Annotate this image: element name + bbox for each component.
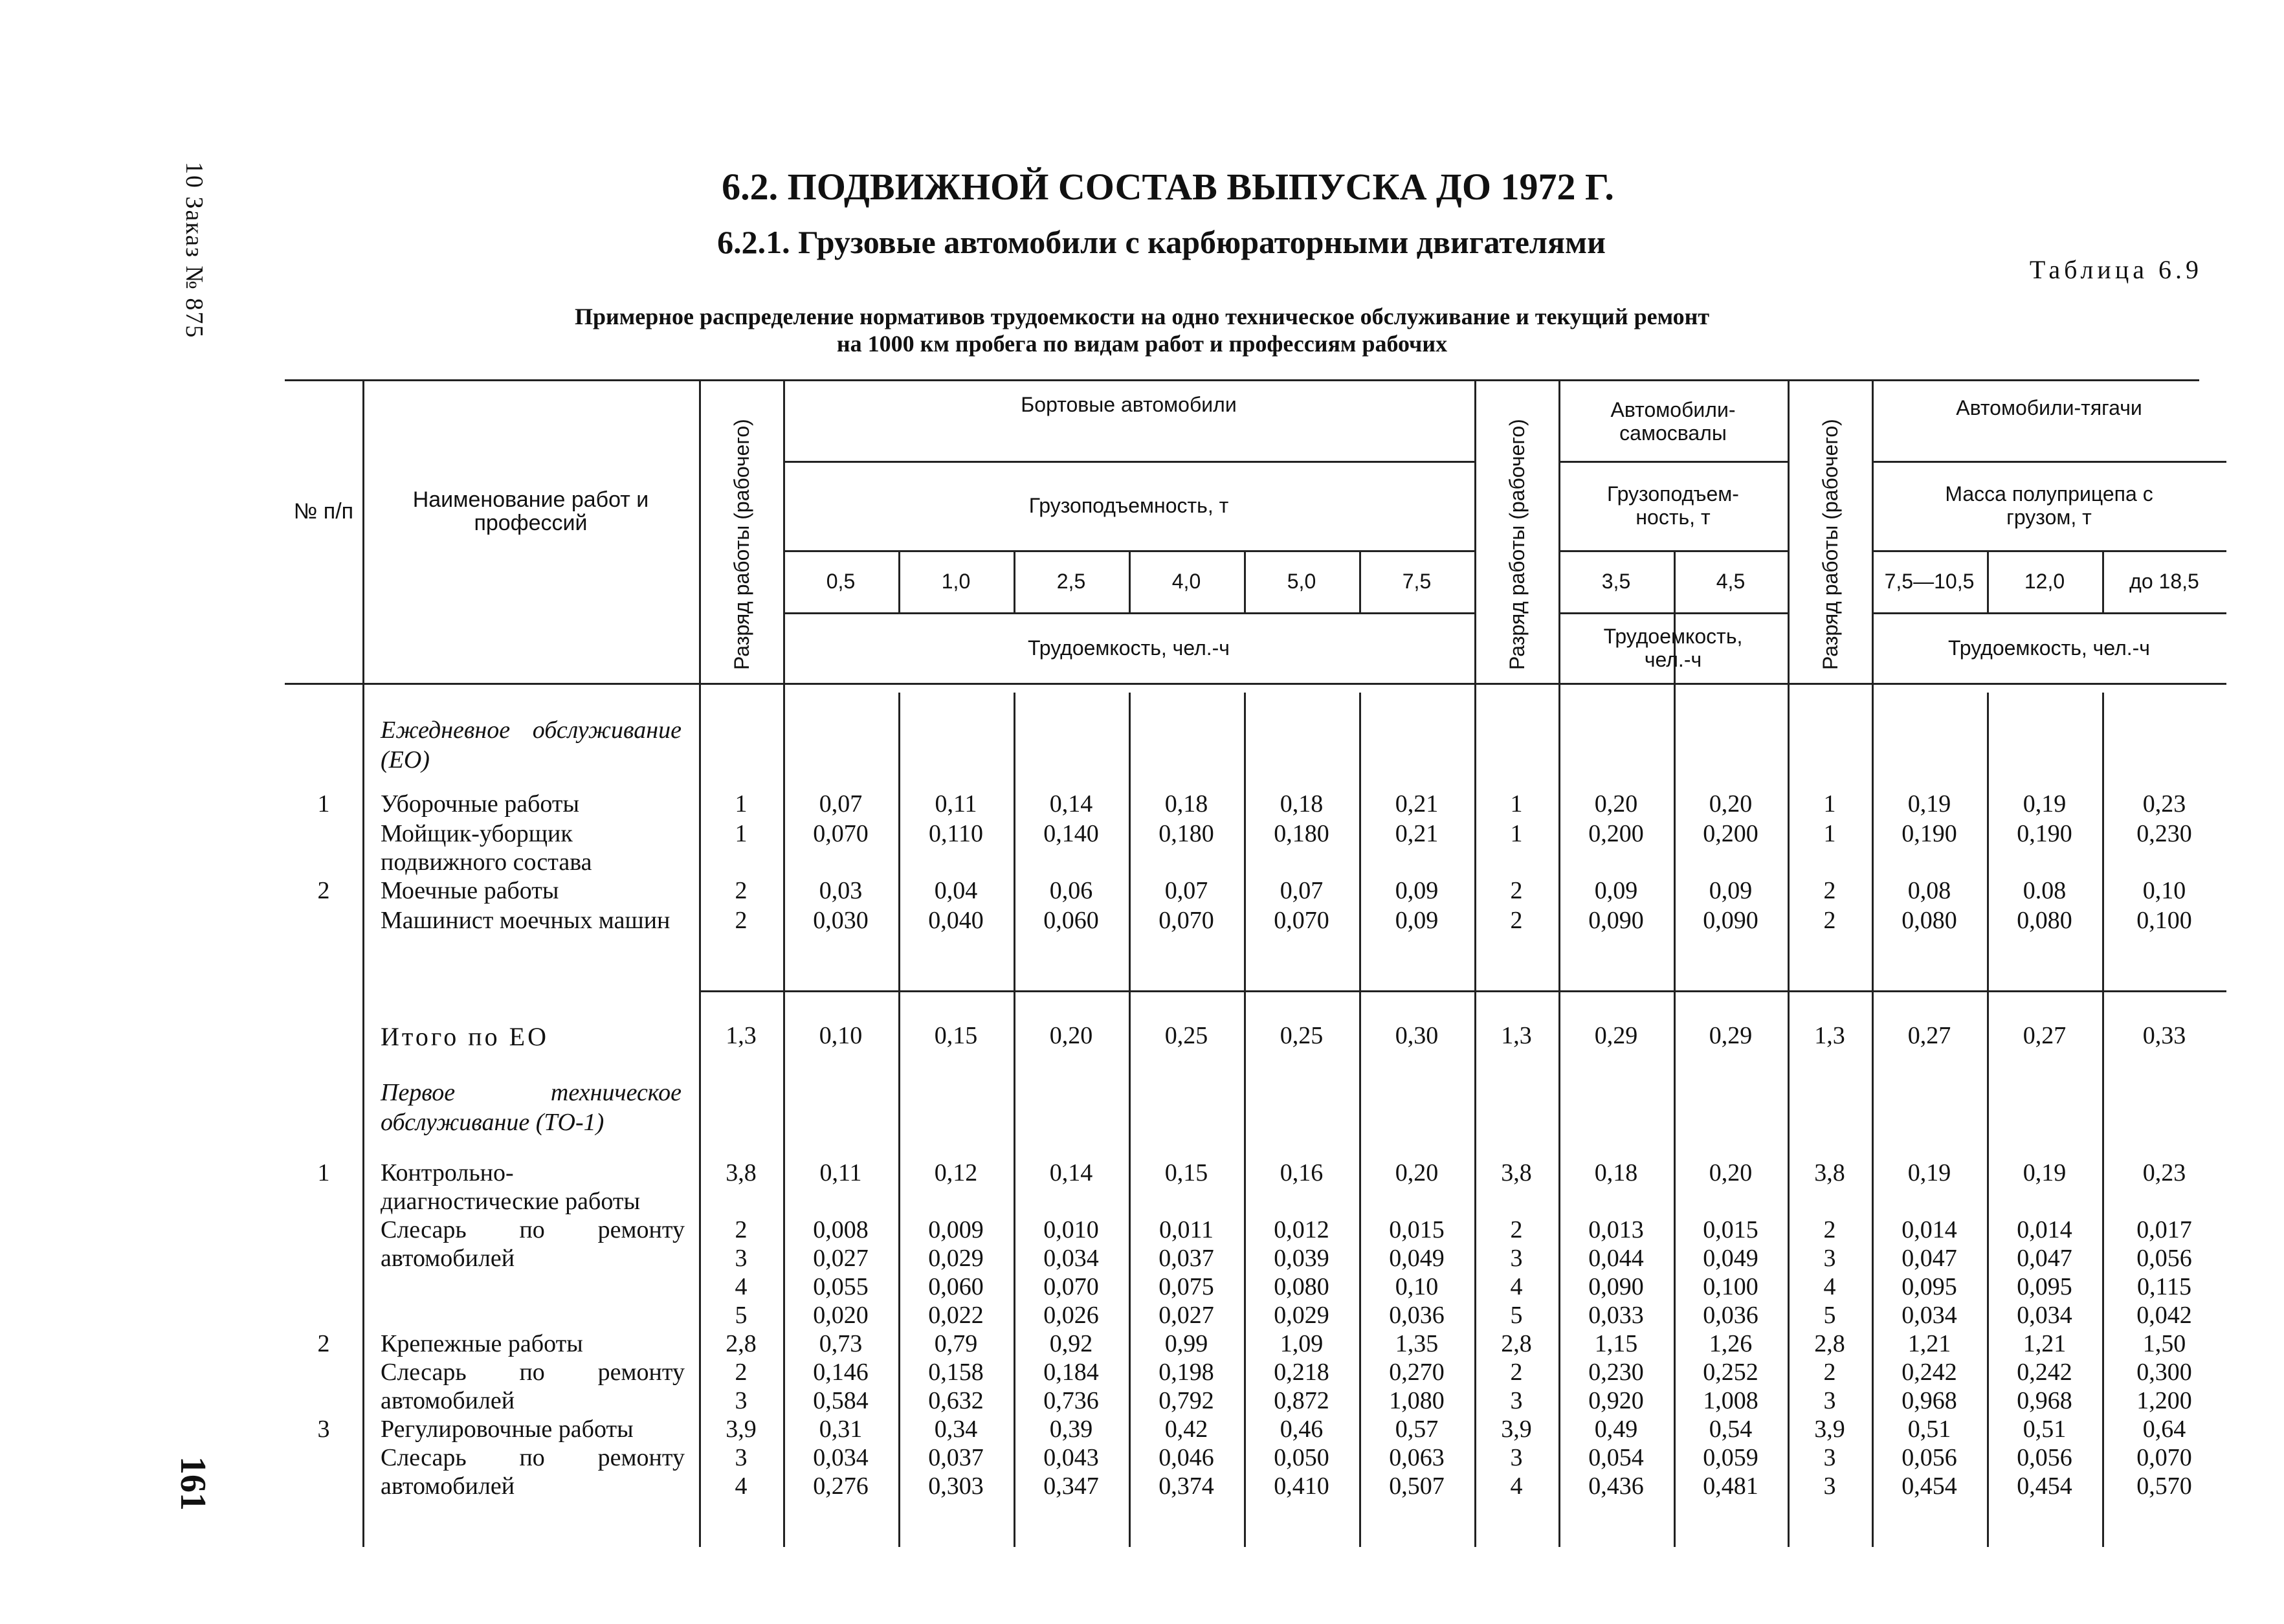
labor-value: 0,276 <box>813 1473 869 1500</box>
labor-value: 0,070 <box>813 820 869 847</box>
labor-value: 0,047 <box>2017 1245 2072 1272</box>
total-rank: 1,3 <box>1501 1022 1532 1049</box>
header-num: № п/п <box>293 499 354 524</box>
labor-value: 0,043 <box>1043 1444 1099 1471</box>
labor-value: 0,14 <box>1049 790 1093 818</box>
labor-value: 0,029 <box>928 1245 984 1272</box>
labor-value: 0,190 <box>1901 820 1957 847</box>
table-label: Таблица 6.9 <box>2029 255 2202 284</box>
labor-value: 0,20 <box>1709 1159 1753 1186</box>
section-title: 6.2. ПОДВИЖНОЙ СОСТАВ ВЫПУСКА ДО 1972 Г. <box>722 166 1614 208</box>
section-title-to1: Первое техническое обслуживание (ТО-1) <box>381 1079 682 1136</box>
labor-value: 0,410 <box>1274 1473 1329 1500</box>
rank-value: 3 <box>735 1387 748 1414</box>
labor-value: 0,040 <box>928 907 984 934</box>
total-value: 0,15 <box>934 1022 978 1049</box>
work-name: Слесарь по ремонту автомобилей <box>381 1216 685 1272</box>
total-eo-label: Итого по ЕО <box>381 1022 549 1051</box>
labor-value: 0,230 <box>2136 820 2192 847</box>
total-value: 0,30 <box>1395 1022 1439 1049</box>
labor-value: 0,095 <box>2017 1273 2072 1300</box>
labor-value: 0,044 <box>1588 1245 1644 1272</box>
labor-value: 0,10 <box>2142 877 2186 904</box>
rank-value: 2,8 <box>726 1330 757 1357</box>
rank-value: 4 <box>1823 1273 1836 1300</box>
labor-value: 0,056 <box>2017 1444 2072 1471</box>
work-name: Регулировочные работы <box>381 1416 634 1443</box>
labor-value: 0,19 <box>1907 1159 1951 1186</box>
labor-value: 0,11 <box>935 790 977 818</box>
labor-value: 0,056 <box>2136 1245 2192 1272</box>
caption-line-2: на 1000 км пробега по видам работ и профессиям рабочих <box>836 331 1448 357</box>
header-name: Наименование работ и профессий <box>412 487 649 535</box>
labor-value: 0,872 <box>1274 1387 1329 1414</box>
labor-value: 0,08 <box>1907 877 1951 904</box>
labor-value: 0,009 <box>928 1216 984 1243</box>
labor-value: 0,42 <box>1164 1416 1208 1443</box>
labor-value: 0,034 <box>1901 1302 1957 1329</box>
labor-value: 0,20 <box>1594 790 1638 818</box>
header-group1-unit: Трудоемкость, чел.-ч <box>1028 636 1230 660</box>
rank-value: 3 <box>1510 1387 1523 1414</box>
labor-value: 1,080 <box>1389 1387 1445 1414</box>
labor-value: 1,15 <box>1594 1330 1638 1357</box>
labor-value: 0,920 <box>1588 1387 1644 1414</box>
total-value: 0,20 <box>1049 1022 1093 1049</box>
labor-value: 1,200 <box>2136 1387 2192 1414</box>
labor-value: 0,21 <box>1395 790 1439 818</box>
labor-value: 0,968 <box>2017 1387 2072 1414</box>
labor-value: 0,070 <box>1159 907 1214 934</box>
labor-value: 0,012 <box>1274 1216 1329 1243</box>
rank-value: 2 <box>1823 1359 1836 1386</box>
labor-value: 0,080 <box>1901 907 1957 934</box>
rank-value: 3,9 <box>1501 1416 1532 1443</box>
header-group2: Автомобили-самосвалы <box>1610 398 1736 445</box>
labor-value: 0,158 <box>928 1359 984 1386</box>
rank-value: 1 <box>1823 820 1836 847</box>
labor-value: 0,14 <box>1049 1159 1093 1186</box>
labor-value: 0,454 <box>2017 1473 2072 1500</box>
labor-value: 0,010 <box>1043 1216 1099 1243</box>
labor-value: 0,23 <box>2142 1159 2186 1186</box>
header-bottom-rule <box>285 683 2226 685</box>
section-title-eo: Ежедневное обслуживание (ЕО) <box>381 717 682 773</box>
eo-total-top-rule <box>699 990 2226 992</box>
labor-value: 0,034 <box>2017 1302 2072 1329</box>
labor-value: 0,034 <box>813 1444 869 1471</box>
labor-value: 0,027 <box>813 1245 869 1272</box>
labor-value: 0,026 <box>1043 1302 1099 1329</box>
total-value: 0,29 <box>1709 1022 1753 1049</box>
work-name: Моечные работы <box>381 877 559 904</box>
rank-value: 5 <box>1510 1302 1523 1329</box>
rank-value: 2 <box>735 907 748 934</box>
labor-value: 0,54 <box>1709 1416 1753 1443</box>
row-number: 2 <box>317 1330 330 1357</box>
labor-value: 0,050 <box>1274 1444 1329 1471</box>
row-number: 1 <box>317 1159 330 1186</box>
header-group1-col: 2,5 <box>1056 570 1086 593</box>
rank-value: 4 <box>1510 1473 1523 1500</box>
labor-value: 0,011 <box>1159 1216 1214 1243</box>
header-group1: Бортовые автомобили <box>1021 393 1237 416</box>
labor-value: 0,190 <box>2017 820 2072 847</box>
rank-value: 2,8 <box>1501 1330 1532 1357</box>
labor-value: 0,095 <box>1901 1273 1957 1300</box>
labor-value: 0,060 <box>928 1273 984 1300</box>
labor-value: 1,09 <box>1280 1330 1324 1357</box>
header-group3-unit: Трудоемкость, чел.-ч <box>1948 636 2150 660</box>
labor-value: 0,200 <box>1703 820 1758 847</box>
labor-value: 0,09 <box>1395 877 1439 904</box>
labor-value: 0,049 <box>1389 1245 1445 1272</box>
rank-value: 2 <box>1510 1359 1523 1386</box>
total-value: 0,25 <box>1164 1022 1208 1049</box>
work-name: Машинист моечных машин <box>381 907 671 934</box>
labor-value: 0,507 <box>1389 1473 1445 1500</box>
labor-value: 0,10 <box>1395 1273 1439 1300</box>
header-group3-col: до 18,5 <box>2129 570 2199 593</box>
row-number: 2 <box>317 877 330 904</box>
rank-value: 2 <box>735 1359 748 1386</box>
labor-value: 0,51 <box>2023 1416 2067 1443</box>
labor-value: 0,18 <box>1280 790 1324 818</box>
labor-value: 0,64 <box>2142 1416 2186 1443</box>
labor-value: 0,080 <box>1274 1273 1329 1300</box>
rank-value: 2 <box>735 1216 748 1243</box>
rank-value: 3 <box>1823 1473 1836 1500</box>
header-group1-col: 7,5 <box>1402 570 1432 593</box>
labor-value: 0,19 <box>2023 1159 2067 1186</box>
rank-value: 3 <box>735 1444 748 1471</box>
rank-value: 1 <box>1823 790 1836 818</box>
total-rank: 1,3 <box>1814 1022 1845 1049</box>
labor-value: 0,034 <box>1043 1245 1099 1272</box>
labor-value: 0,013 <box>1588 1216 1644 1243</box>
labor-value: 0,19 <box>1907 790 1951 818</box>
labor-value: 0,92 <box>1049 1330 1093 1357</box>
work-name: Крепежные работы <box>381 1330 583 1357</box>
header-group1-col: 1,0 <box>941 570 971 593</box>
header-group3-col: 12,0 <box>2024 570 2065 593</box>
labor-value: 0,20 <box>1709 790 1753 818</box>
header-group3-col: 7,5—10,5 <box>1884 570 1975 593</box>
labor-value: 0,029 <box>1274 1302 1329 1329</box>
labor-value: 0,047 <box>1901 1245 1957 1272</box>
labor-value: 0,242 <box>2017 1359 2072 1386</box>
rank-value: 3 <box>1823 1245 1836 1272</box>
labor-value: 0,100 <box>1703 1273 1758 1300</box>
rank-value: 2 <box>1510 877 1523 904</box>
rank-value: 3,9 <box>1814 1416 1845 1443</box>
labor-value: 0,008 <box>813 1216 869 1243</box>
column-rule <box>362 379 364 1547</box>
labor-value: 0,436 <box>1588 1473 1644 1500</box>
labor-value: 0,146 <box>813 1359 869 1386</box>
labor-value: 0,059 <box>1703 1444 1758 1471</box>
labor-value: 0,18 <box>1594 1159 1638 1186</box>
rank-value: 3 <box>1823 1387 1836 1414</box>
rank-value: 1 <box>1510 790 1523 818</box>
rank-value: 1 <box>735 820 748 847</box>
table-top-rule <box>285 379 2199 381</box>
labor-value: 0,063 <box>1389 1444 1445 1471</box>
labor-value: 0,46 <box>1280 1416 1324 1443</box>
labor-value: 0,022 <box>928 1302 984 1329</box>
rank-value: 4 <box>1510 1273 1523 1300</box>
labor-value: 1,21 <box>1907 1330 1951 1357</box>
labor-value: 0,055 <box>813 1273 869 1300</box>
labor-value: 0,115 <box>2136 1273 2192 1300</box>
labor-value: 0,39 <box>1049 1416 1093 1443</box>
rank-value: 3,8 <box>726 1159 757 1186</box>
rank-value: 4 <box>735 1273 748 1300</box>
header-group2-col: 3,5 <box>1601 570 1631 593</box>
labor-value: 0,09 <box>1709 877 1753 904</box>
labor-value: 0,252 <box>1703 1359 1758 1386</box>
labor-value: 0,18 <box>1164 790 1208 818</box>
work-name: Уборочные работы <box>381 790 580 818</box>
labor-value: 0,270 <box>1389 1359 1445 1386</box>
labor-value: 0,100 <box>2136 907 2192 934</box>
rank-value: 2 <box>1510 907 1523 934</box>
labor-value: 0,303 <box>928 1473 984 1500</box>
labor-value: 0,19 <box>2023 790 2067 818</box>
labor-value: 0,060 <box>1043 907 1099 934</box>
labor-value: 0,49 <box>1594 1416 1638 1443</box>
labor-value: 0,73 <box>819 1330 863 1357</box>
header-rank-3: Разряд работы (рабочего) <box>1819 419 1842 670</box>
labor-value: 0,99 <box>1164 1330 1208 1357</box>
labor-value: 0,046 <box>1159 1444 1214 1471</box>
labor-value: 0,030 <box>813 907 869 934</box>
labor-value: 0,07 <box>819 790 863 818</box>
labor-value: 0,090 <box>1588 1273 1644 1300</box>
labor-value: 0,632 <box>928 1387 984 1414</box>
labor-value: 0,792 <box>1159 1387 1214 1414</box>
header-group2-col: 4,5 <box>1716 570 1746 593</box>
labor-value: 0,23 <box>2142 790 2186 818</box>
table-caption <box>0 303 2284 357</box>
labor-value: 0,51 <box>1907 1416 1951 1443</box>
rank-value: 2,8 <box>1814 1330 1845 1357</box>
labor-value: 1,50 <box>2142 1330 2186 1357</box>
labor-value: 0,968 <box>1901 1387 1957 1414</box>
labor-value: 0,584 <box>813 1387 869 1414</box>
labor-value: 0,090 <box>1588 907 1644 934</box>
labor-value: 0,036 <box>1389 1302 1445 1329</box>
rank-value: 3 <box>1510 1444 1523 1471</box>
labor-value: 0,020 <box>813 1302 869 1329</box>
labor-value: 0,180 <box>1159 820 1214 847</box>
labor-value: 0,015 <box>1703 1216 1758 1243</box>
labor-value: 0,200 <box>1588 820 1644 847</box>
labor-value: 0,184 <box>1043 1359 1099 1386</box>
labor-value: 0,16 <box>1280 1159 1324 1186</box>
labor-value: 0,347 <box>1043 1473 1099 1500</box>
rank-value: 5 <box>1823 1302 1836 1329</box>
work-name: Слесарь по ремонту автомобилей <box>381 1444 685 1500</box>
labor-value: 0,037 <box>1159 1245 1214 1272</box>
row-number: 1 <box>317 790 330 818</box>
rank-value: 4 <box>735 1473 748 1500</box>
header-group3-sub: Массa полуприцепа с грузом, т <box>1945 482 2153 529</box>
rank-value: 3 <box>1510 1245 1523 1272</box>
labor-value: 0,036 <box>1703 1302 1758 1329</box>
labor-value: 0,017 <box>2136 1216 2192 1243</box>
labor-value: 0,11 <box>819 1159 862 1186</box>
labor-value: 0,049 <box>1703 1245 1758 1272</box>
work-name: Контрольно-диагностические работы <box>381 1159 641 1215</box>
labor-value: 0,57 <box>1395 1416 1439 1443</box>
labor-value: 0,06 <box>1049 877 1093 904</box>
header-group1-col: 0,5 <box>826 570 856 593</box>
rank-value: 3,8 <box>1814 1159 1845 1186</box>
labor-value: 0,015 <box>1389 1216 1445 1243</box>
row-number: 3 <box>317 1416 330 1443</box>
header-group1-sub: Грузоподъемность, т <box>1028 494 1229 517</box>
labor-value: 0,070 <box>2136 1444 2192 1471</box>
rank-value: 2 <box>1823 877 1836 904</box>
labor-value: 0,03 <box>819 877 863 904</box>
labor-value: 0,07 <box>1280 877 1324 904</box>
labor-value: 0,140 <box>1043 820 1099 847</box>
labor-value: 0,04 <box>934 877 978 904</box>
labor-value: 0,09 <box>1395 907 1439 934</box>
labor-value: 0,09 <box>1594 877 1638 904</box>
rank-value: 3 <box>735 1245 748 1272</box>
labor-value: 0,20 <box>1395 1159 1439 1186</box>
labor-value: 0,736 <box>1043 1387 1099 1414</box>
header-group1-col: 4,0 <box>1171 570 1201 593</box>
labor-value: 1,26 <box>1709 1330 1753 1357</box>
rank-value: 1 <box>735 790 748 818</box>
work-name: Слесарь по ремонту автомобилей <box>381 1359 685 1414</box>
work-name: Мойщик-уборщик подвижного состава <box>381 820 592 876</box>
labor-value: 0,090 <box>1703 907 1758 934</box>
labor-value: 0,230 <box>1588 1359 1644 1386</box>
labor-value: 1,008 <box>1703 1387 1758 1414</box>
rank-value: 2 <box>735 877 748 904</box>
labor-value: 0,075 <box>1159 1273 1214 1300</box>
labor-value: 0,79 <box>934 1330 978 1357</box>
labor-value: 0,31 <box>819 1416 863 1443</box>
labor-value: 0,218 <box>1274 1359 1329 1386</box>
page-number: 161 <box>173 1456 213 1511</box>
rank-value: 3 <box>1823 1444 1836 1471</box>
header-group3: Автомобили-тягачи <box>1956 396 2142 419</box>
rank-value: 3,9 <box>726 1416 757 1443</box>
total-value: 0,27 <box>2023 1022 2067 1049</box>
header-rank-2: Разряд работы (рабочего) <box>1505 419 1529 670</box>
labor-value: 0,300 <box>2136 1359 2192 1386</box>
labor-value: 0.08 <box>2023 877 2067 904</box>
labor-value: 0,070 <box>1043 1273 1099 1300</box>
labor-value: 0,056 <box>1901 1444 1957 1471</box>
rank-value: 2 <box>1823 907 1836 934</box>
labor-value: 0,15 <box>1164 1159 1208 1186</box>
total-value: 0,10 <box>819 1022 863 1049</box>
total-value: 0,29 <box>1594 1022 1638 1049</box>
labor-value: 0,014 <box>2017 1216 2072 1243</box>
labor-value: 0,07 <box>1164 877 1208 904</box>
labor-value: 0,374 <box>1159 1473 1214 1500</box>
labor-value: 0,014 <box>1901 1216 1957 1243</box>
rank-value: 2 <box>1510 1216 1523 1243</box>
labor-value: 1,35 <box>1395 1330 1439 1357</box>
labor-value: 0,12 <box>934 1159 978 1186</box>
header-group1-col: 5,0 <box>1287 570 1316 593</box>
total-rank: 1,3 <box>726 1022 757 1049</box>
labor-value: 0,039 <box>1274 1245 1329 1272</box>
labor-value: 1,21 <box>2023 1330 2067 1357</box>
labor-value: 0,110 <box>928 820 984 847</box>
labor-value: 0,242 <box>1901 1359 1957 1386</box>
rank-value: 5 <box>735 1302 748 1329</box>
labor-value: 0,21 <box>1395 820 1439 847</box>
total-value: 0,25 <box>1280 1022 1324 1049</box>
labor-value: 0,180 <box>1274 820 1329 847</box>
labor-value: 0,054 <box>1588 1444 1644 1471</box>
labor-value: 0,080 <box>2017 907 2072 934</box>
labor-value: 0,042 <box>2136 1302 2192 1329</box>
total-value: 0,33 <box>2142 1022 2186 1049</box>
subsection-title: 6.2.1. Грузовые автомобили с карбюраторными двигателями <box>717 224 1606 260</box>
rank-value: 3,8 <box>1501 1159 1532 1186</box>
labor-value: 0,34 <box>934 1416 978 1443</box>
labor-value: 0,481 <box>1703 1473 1758 1500</box>
labor-value: 0,033 <box>1588 1302 1644 1329</box>
labor-value: 0,027 <box>1159 1302 1214 1329</box>
labor-value: 0,454 <box>1901 1473 1957 1500</box>
header-group2-sub: Грузоподъем-ность, т <box>1607 482 1739 529</box>
caption-line-1: Примерное распределение нормативов трудоемкости на одно техническое обслуживание и текущий ремонт <box>574 304 1710 329</box>
side-order-note: 10 Заказ № 875 <box>181 162 208 339</box>
labor-value: 0,198 <box>1159 1359 1214 1386</box>
header-group2-unit: Трудоемкость, чел.-ч <box>1603 624 1743 671</box>
rank-value: 1 <box>1510 820 1523 847</box>
labor-value: 0,570 <box>2136 1473 2192 1500</box>
rank-value: 2 <box>1823 1216 1836 1243</box>
total-value: 0,27 <box>1907 1022 1951 1049</box>
labor-value: 0,070 <box>1274 907 1329 934</box>
header-rank-1: Разряд работы (рабочего) <box>730 419 753 670</box>
labor-value: 0,037 <box>928 1444 984 1471</box>
